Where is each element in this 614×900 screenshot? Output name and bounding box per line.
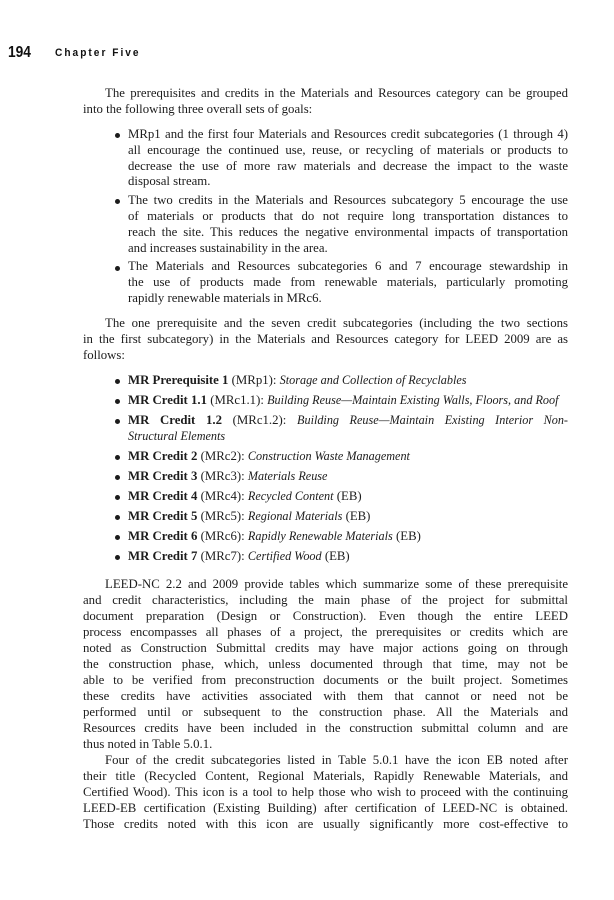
credit-line — [128, 469, 568, 485]
credit-item — [112, 373, 568, 389]
credit-line — [128, 529, 568, 545]
intro-line: The prerequisites and credits in the Materials and Resources category can be grouped — [105, 86, 568, 100]
goal-line: of materials or products that do not require long transportation distances to — [128, 208, 568, 223]
bullet-icon — [115, 535, 120, 540]
bullet-icon — [115, 455, 120, 460]
eb-marker: (EB) — [345, 508, 371, 523]
credit-code: (MRp1): — [231, 373, 277, 387]
intro-line: into the following three overall sets of goals: — [83, 101, 313, 116]
credit-title-continued: Structural Elements — [128, 428, 226, 443]
credit-title: Recycled Content — [247, 488, 334, 503]
goal-item — [112, 127, 568, 190]
goal-line: all encourage the continued use, reuse, or recycling of materials or products to — [128, 142, 568, 157]
summary-line: in the first subcategory) in the Materials and Resources category for LEED 2009 are as — [83, 331, 568, 346]
intro-paragraph — [83, 86, 568, 118]
credit-line — [128, 489, 568, 505]
goal-line: disposal stream. — [128, 174, 211, 189]
credit-label: MR Credit 1.2 — [128, 412, 222, 427]
goal-line: The two credits in the Materials and Resources subcategory 5 encourage the use — [128, 193, 568, 208]
bullet-icon — [115, 199, 120, 204]
page-number: 194 — [8, 43, 31, 61]
credit-label: MR Credit 5 — [128, 508, 198, 523]
eb-marker: (EB) — [324, 548, 350, 563]
credit-item — [112, 509, 568, 525]
credit-line — [128, 429, 568, 445]
summary-paragraph — [83, 316, 568, 363]
summary-line: The one prerequisite and the seven credit subcategories (including the two sections — [105, 316, 568, 330]
credit-label: MR Credit 1.1 — [128, 392, 208, 407]
eb-note-line: LEED-EB certification (Existing Building) after certification of LEED-NC is obtained. — [83, 801, 568, 815]
discussion-line: performed until or subsequent to the construction phase. All the Materials and — [83, 705, 568, 719]
bullet-icon — [115, 555, 120, 560]
credit-code: (MRc6): — [200, 528, 245, 543]
credit-line — [128, 509, 568, 525]
discussion-line: LEED-NC 2.2 and 2009 provide tables which summarize some of these prerequisite — [105, 577, 568, 591]
credit-label: MR Credit 4 — [128, 488, 198, 503]
discussion-line: Resources credits have been included in the construction submittal column and are — [83, 721, 568, 735]
goal-item — [112, 193, 568, 256]
eb-note-line: Four of the credit subcategories listed in Table 5.0.1 have the icon EB noted after — [105, 753, 568, 767]
credit-code: (MRc1.2): — [232, 412, 287, 427]
credit-code: (MRc2): — [200, 448, 245, 463]
eb-note-paragraph — [83, 752, 568, 832]
discussion-line: document preparation (Design or Construction). Even though the entire LEED — [83, 609, 568, 623]
goal-line: decrease the use of more raw materials and decrease the impact to the waste — [128, 158, 568, 173]
goal-line: MRp1 and the first four Materials and Resources credit subcategories (1 through 4) — [128, 127, 568, 141]
credit-label: MR Credit 7 — [128, 548, 198, 563]
goal-line: and increases sustainability in the area. — [128, 240, 328, 255]
credit-title: Certified Wood — [247, 548, 322, 563]
bullet-icon — [115, 475, 120, 480]
credit-item — [112, 393, 568, 409]
discussion-paragraph — [83, 576, 568, 752]
credit-label: MR Prerequisite 1 — [128, 373, 229, 387]
eb-note-line: their title (Recycled Content, Regional Materials, Rapidly Renewable Materials, and — [83, 769, 568, 783]
discussion-line: thus noted in Table 5.0.1. — [83, 737, 213, 751]
discussion-line: process encompasses all phases of a project, the prerequisites or credits which are — [83, 625, 568, 639]
credit-label: MR Credit 3 — [128, 468, 198, 483]
credit-item — [112, 469, 568, 485]
credit-title: Regional Materials — [247, 508, 343, 523]
bullet-icon — [115, 399, 120, 404]
eb-marker: (EB) — [336, 488, 362, 503]
credit-label: MR Credit 6 — [128, 528, 198, 543]
credit-line — [128, 413, 568, 429]
credit-title: Storage and Collection of Recyclables — [279, 373, 467, 387]
credit-item — [112, 549, 568, 565]
credit-title: Rapidly Renewable Materials — [247, 528, 393, 543]
credit-item — [112, 529, 568, 545]
bullet-icon — [115, 266, 120, 271]
credit-label: MR Credit 2 — [128, 448, 198, 463]
discussion-line: able to be verified from preconstruction documents or the built project. Sometimes — [83, 673, 568, 687]
eb-note-line: Certified Wood). This icon is a tool to help those who wish to proceed with the continuing — [83, 785, 568, 799]
bullet-icon — [115, 379, 120, 384]
credit-code: (MRc3): — [200, 468, 245, 483]
summary-line: follows: — [83, 347, 125, 362]
bullet-icon — [115, 495, 120, 500]
discussion-line: these credits have activities associated with them that cannot or need not be — [83, 689, 568, 703]
bullet-icon — [115, 419, 120, 424]
credit-line — [128, 549, 568, 565]
credit-code: (MRc4): — [200, 488, 245, 503]
goal-line: the use of products made from renewable materials, particularly promoting — [128, 275, 568, 290]
credit-item — [112, 449, 568, 465]
eb-marker: (EB) — [395, 528, 421, 543]
discussion-line: noted as Construction Submittal credits may have major actions going on through — [83, 641, 568, 655]
chapter-title: Chapter Five — [55, 47, 141, 60]
body-text — [83, 576, 568, 832]
credit-item — [112, 489, 568, 505]
credit-code: (MRc7): — [200, 548, 245, 563]
credit-title: Building Reuse—Maintain Existing Interior Non- — [297, 412, 568, 427]
credit-line — [128, 393, 568, 409]
credit-line — [128, 373, 568, 389]
bullet-icon — [115, 133, 120, 138]
credit-title: Construction Waste Management — [247, 448, 410, 463]
credit-item — [112, 413, 568, 445]
goal-item — [112, 259, 568, 306]
discussion-line: the construction phase, which, unless documented through that time, may not be — [83, 657, 568, 671]
credit-code: (MRc1.1): — [210, 392, 264, 407]
goal-line: The Materials and Resources subcategories 6 and 7 encourage stewardship in — [128, 259, 568, 274]
eb-note-line: Those credits noted with this icon are usually significantly more cost-effective to — [83, 817, 568, 831]
credit-title: Materials Reuse — [247, 468, 328, 483]
credit-title: Building Reuse—Maintain Existing Walls, Floors, and Roof — [267, 392, 559, 407]
credit-line — [128, 449, 568, 465]
goal-line: reach the site. This reduces the negative environmental impacts of transportation — [128, 224, 568, 239]
bullet-icon — [115, 515, 120, 520]
credit-code: (MRc5): — [200, 508, 245, 523]
goals-list — [112, 127, 568, 307]
credits-list — [112, 373, 568, 564]
discussion-line: and credit characteristics, including the main phase of the project for submittal — [83, 593, 568, 607]
goal-line: rapidly renewable materials in MRc6. — [128, 290, 322, 305]
